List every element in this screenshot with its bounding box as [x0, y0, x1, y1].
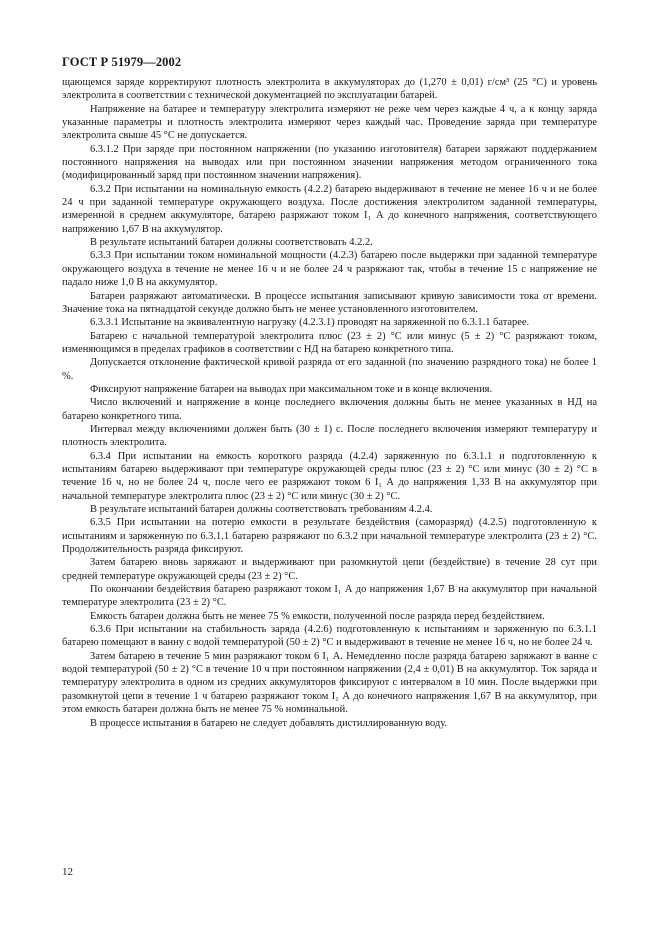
- paragraph: 6.3.4 При испытании на емкость короткого разряда (4.2.4) заряженную по 6.3.1.1 и подготовленную к испытаниям батарею выдерживают при температуре окружающей среды плюс (23 ± 2) °С или минус (30 ± 2) °С в течение 16 ч, но не более 24 ч, после чего ее разряжают током 6 I₁ А до напряжения 1,33 В на аккумулятор при начальной температуре электролита плюс (23 ± 2) °С или минус (30 ± 2) °С.: [62, 450, 597, 502]
- paragraph: Допускается отклонение фактической кривой разряда от его заданной (по значению разрядного тока) не более 1 %.: [62, 357, 597, 382]
- paragraph: 6.3.5 При испытании на потерю емкости в результате бездействия (саморазряд) (4.2.5) подготовленную к испытаниям и заряженную по 6.3.1.1 батарею разряжают по 6.3.2 при начальной температуре электролита (23 ± 2) °С. Продолжительность разряда фиксируют.: [62, 517, 597, 556]
- document-header: ГОСТ Р 51979—2002: [62, 55, 182, 69]
- paragraph: 6.3.2 При испытании на номинальную емкость (4.2.2) батарею выдерживают в течение не менее 16 ч и не более 24 ч при заданной температуре окружающего воздуха. После достижения электролитом заданной температуры, измеренной в среднем аккумуляторе, батарею разряжают током I₁ А до конечного напряжения, соответствующего напряжению 1,67 В на аккумулятор.: [62, 183, 597, 235]
- paragraph: Интервал между включениями должен быть (30 ± 1) с. После последнего включения измеряют температуру и плотность электролита.: [62, 423, 597, 449]
- page-number: 12: [62, 866, 73, 878]
- paragraph: По окончании бездействия батарею разряжают током I₁ А до напряжения 1,67 В на аккумулятор при начальной температуре электролита (23 ± 2) °С.: [62, 584, 597, 609]
- paragraph: Затем батарею в течение 5 мин разряжают током 6 I₁ А. Немедленно после разряда батарею заряжают в ванне с водой температурой (50 ± 2) °С в течение 10 ч при постоянном напряжении (2,4 ± 0,01) В на аккумулятор. Ток заряда и температуру электролита в одном из средних аккумуляторов фиксируют с интервалом в 10 мин. После выдержки при разомкнутой цепи в течение 1 ч батарею разряжают током I₁ А до конечного напряжения 1,67 В на аккумулятор, при этом емкость батареи должна быть не менее 75 % номинальной.: [62, 650, 597, 716]
- paragraph: Батареи разряжают автоматически. В процессе испытания записывают кривую зависимости тока от времени. Значение тока на пятнадцатой секунде должно быть не менее установленного изготовителем.: [62, 290, 597, 315]
- paragraph: 6.3.1.2 При заряде при постоянном напряжении (по указанию изготовителя) батареи заряжают поддержанием постоянного напряжения на выводах или при постоянном значении напряжения методом ограниченного тока (модифицированный заряд при постоянном значении напряжения).: [62, 143, 597, 182]
- paragraph: Фиксируют напряжение батареи на выводах при максимальном токе и в конце включения.: [90, 383, 493, 395]
- paragraph: Затем батарею вновь заряжают и выдерживают при разомкнутой цепи (бездействие) в течение 28 сут при средней температуре окружающей среды (23 ± 2) °С.: [62, 557, 597, 582]
- paragraph: 6.3.3.1 Испытание на эквивалентную нагрузку (4.2.3.1) проводят на заряженной по 6.3.1.1 батарее.: [90, 317, 530, 329]
- paragraph: Емкость батареи должна быть не менее 75 % емкости, полученной после разряда перед бездействием.: [90, 610, 545, 622]
- paragraph: Напряжение на батарее и температуру электролита измеряют не реже чем через каждые 4 ч, а к концу заряда указанные параметры и плотность электролита измеряют через каждый час. Проведение заряда при температуре электролита свыше 45 °С не допускается.: [62, 103, 597, 142]
- document-body: [62, 76, 597, 730]
- paragraph: В результате испытаний батареи должны соответствовать требованиям 4.2.4.: [90, 504, 433, 515]
- paragraph: 6.3.6 При испытании на стабильность заряда (4.2.6) подготовленную к испытаниям и заряженную по 6.3.1.1 батарею помещают в ванну с водой температурой (50 ± 2) °С и выдерживают в течение не менее 16 ч, но не более 24 ч.: [62, 624, 597, 649]
- paragraph: Число включений и напряжение в конце последнего включения должны быть не менее указанных в НД на батарею конкретного типа.: [62, 397, 597, 422]
- paragraph: Батарею с начальной температурой электролита плюс (23 ± 2) °С или минус (5 ± 2) °С разряжают током, изменяющимся в пределах графиков в соответствии с НД на батарею конкретного типа.: [62, 330, 597, 355]
- paragraph: В процессе испытания в батарею не следует добавлять дистиллированную воду.: [90, 717, 447, 729]
- paragraph: щающемся заряде корректируют плотность электролита в аккумуляторах до (1,270 ± 0,01) г/см³ (25 °С) и уровень электролита в соответствии с технической документацией по эксплуатации батарей.: [62, 77, 597, 102]
- paragraph: В результате испытаний батареи должны соответствовать 4.2.2.: [90, 237, 373, 249]
- paragraph: 6.3.3 При испытании током номинальной мощности (4.2.3) батарею после выдержки при заданной температуре окружающего воздуха в течение не менее 16 ч и не более 24 ч разряжают так, чтобы в течение 15 с напряжение не падало ниже 1,0 В на аккумулятор.: [62, 250, 597, 289]
